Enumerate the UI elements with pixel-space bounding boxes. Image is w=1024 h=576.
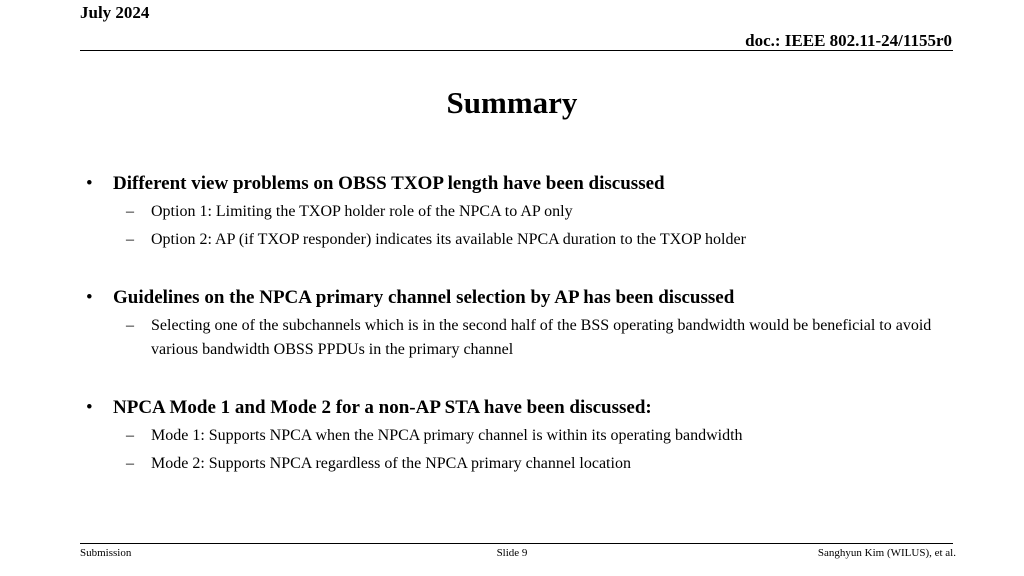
dash-icon: –	[126, 231, 134, 248]
dash-icon: –	[126, 317, 134, 334]
sub-text: Option 1: Limiting the TXOP holder role of the NPCA to AP only	[151, 203, 573, 220]
sub-item	[86, 228, 946, 252]
dash-icon: –	[126, 455, 134, 472]
dash-icon: –	[126, 203, 134, 220]
dash-icon: –	[126, 427, 134, 444]
bullet-item	[86, 286, 946, 310]
footer-slide-number: Slide 9	[496, 547, 528, 559]
bullet-item	[86, 396, 946, 420]
header-date: July 2024	[80, 3, 150, 22]
footer-author: Sanghyun Kim (WILUS), et al.	[817, 547, 956, 559]
bullet-text: Different view problems on OBSS TXOP length have been discussed	[113, 173, 665, 194]
bullet-text: Guidelines on the NPCA primary channel selection by AP has been discussed	[113, 287, 735, 308]
sub-text: Selecting one of the subchannels which is in the second half of the BSS operating bandwidth would be beneficial to avoid various bandwidth OBSS PPDUs in the primary channel	[151, 317, 932, 358]
sub-text: Mode 1: Supports NPCA when the NPCA primary channel is within its operating bandwidth	[151, 427, 743, 444]
bullet-dot-icon: •	[86, 397, 93, 418]
bullet-dot-icon: •	[86, 173, 93, 194]
slide-title: Summary	[446, 85, 578, 120]
sub-item	[86, 424, 946, 448]
bullet-text: NPCA Mode 1 and Mode 2 for a non-AP STA have been discussed:	[113, 397, 652, 418]
bullet-dot-icon: •	[86, 287, 93, 308]
footer-submission: Submission	[80, 547, 132, 559]
footer-divider	[80, 543, 953, 544]
sub-item	[86, 200, 946, 224]
slide-body	[86, 172, 946, 480]
sub-text: Mode 2: Supports NPCA regardless of the NPCA primary channel location	[151, 455, 631, 472]
bullet-item	[86, 172, 946, 196]
header-divider	[80, 50, 953, 51]
sub-item	[86, 314, 946, 362]
sub-item	[86, 452, 946, 476]
sub-text: Option 2: AP (if TXOP responder) indicates its available NPCA duration to the TXOP holder	[151, 231, 746, 248]
header-doc-id: doc.: IEEE 802.11-24/1155r0	[745, 31, 952, 50]
